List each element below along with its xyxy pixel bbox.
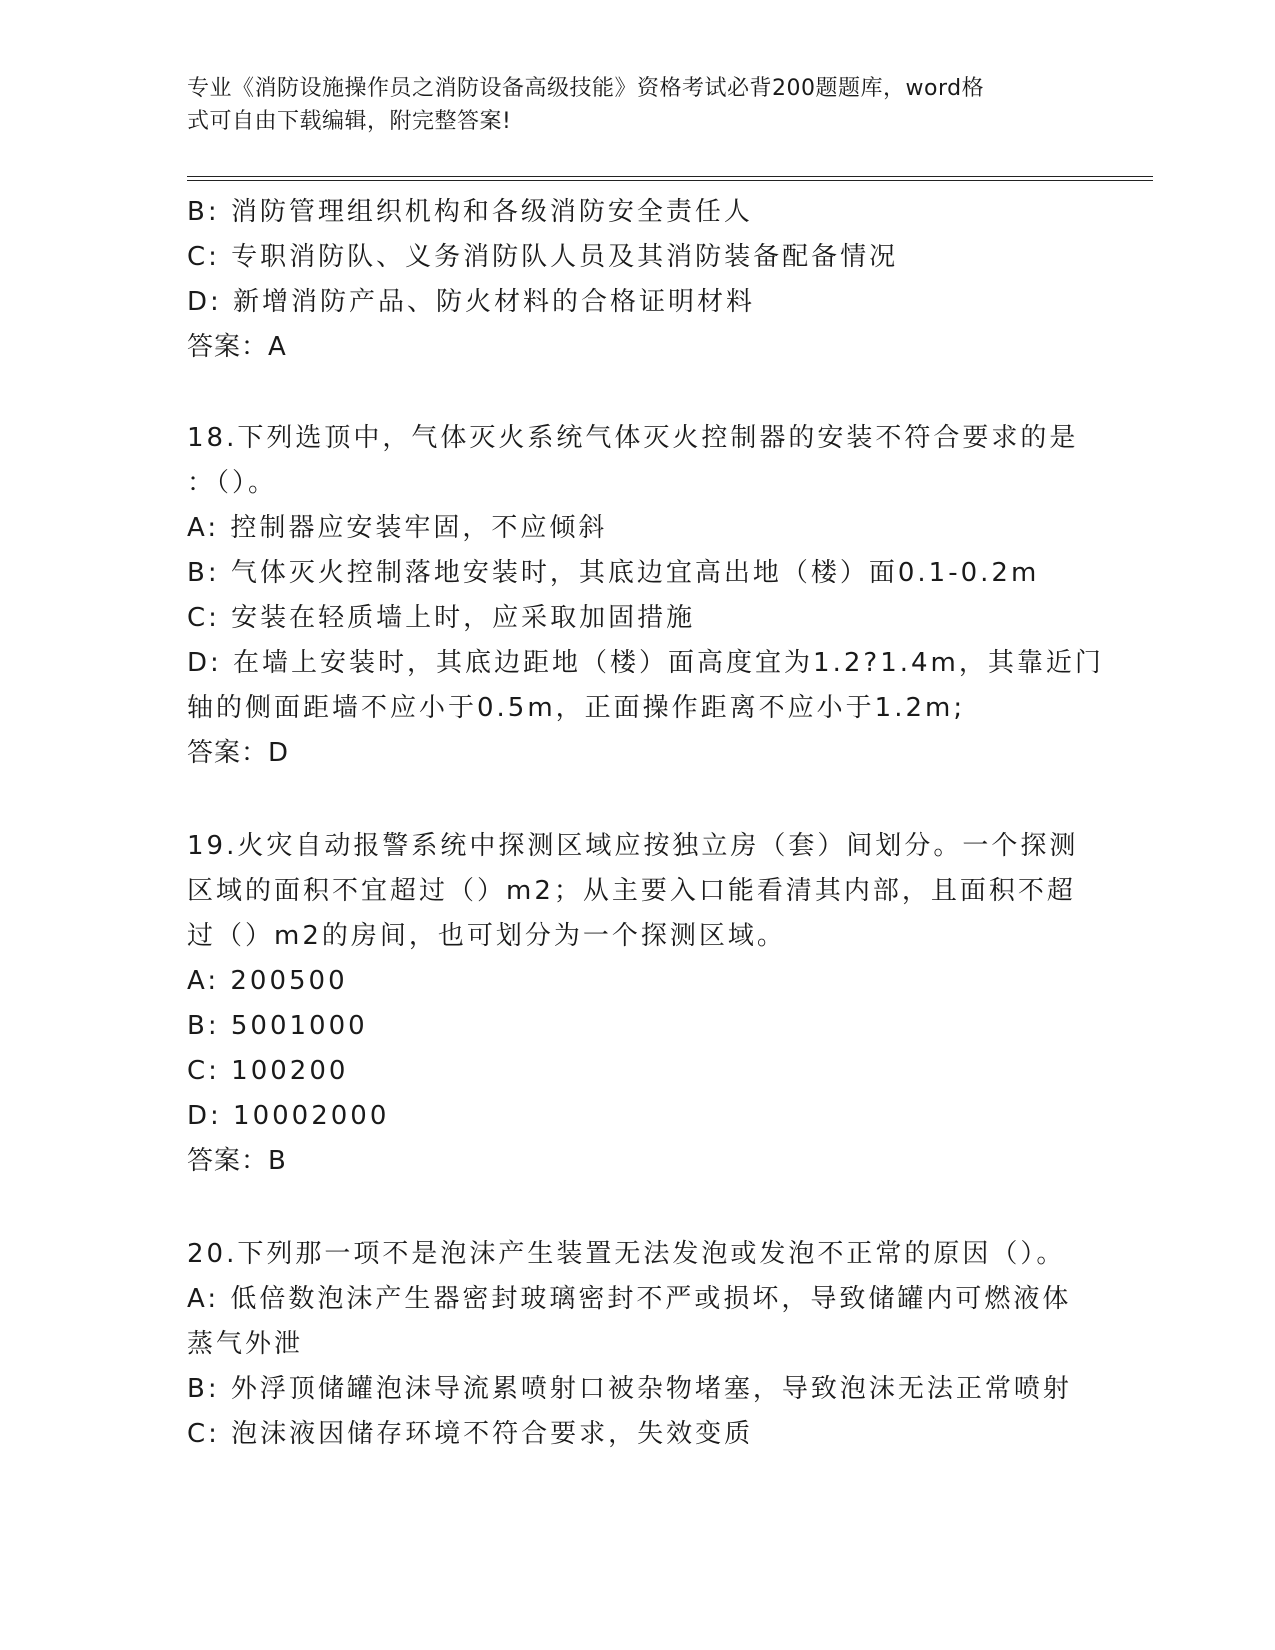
option-a: A: 200500 — [187, 966, 348, 996]
option-a-continued: 蒸气外泄 — [187, 1329, 304, 1359]
option-c: C: 专职消防队、义务消防队人员及其消防装备配备情况 — [187, 242, 899, 272]
header-title-line-2: 式可自由下载编辑，附完整答案! — [187, 109, 512, 134]
answer-line: 答案：D — [187, 738, 290, 768]
question-18 — [187, 416, 1104, 776]
option-c: C: 100200 — [187, 1056, 349, 1086]
option-b: B: 气体灭火控制落地安装时，其底边宜高出地（楼）面0.1-0.2m — [187, 558, 1040, 588]
option-b: B: 消防管理组织机构和各级消防安全责任人 — [187, 197, 753, 227]
page-header — [187, 72, 1087, 138]
option-d: D: 在墙上安装时，其底边距地（楼）面高度宜为1.2?1.4m，其靠近门 — [187, 648, 1104, 678]
answer-line: 答案：A — [187, 332, 287, 362]
question-stem: 18.下列选顶中，气体灭火系统气体灭火控制器的安装不符合要求的是 — [187, 423, 1079, 453]
option-a: A: 低倍数泡沫产生器密封玻璃密封不严或损坏，导致储罐内可燃液体 — [187, 1284, 1072, 1314]
previous-question-block — [187, 190, 1087, 370]
option-d: D: 新增消防产品、防火材料的合格证明材料 — [187, 287, 756, 317]
option-c: C: 泡沫液因储存环境不符合要求，失效变质 — [187, 1419, 754, 1449]
option-b: B: 外浮顶储罐泡沫导流累喷射口被杂物堵塞，导致泡沫无法正常喷射 — [187, 1374, 1072, 1404]
answer-line: 答案：B — [187, 1146, 287, 1176]
option-c: C: 安装在轻质墙上时，应采取加固措施 — [187, 603, 696, 633]
option-b: B: 5001000 — [187, 1011, 368, 1041]
option-d-continued: 轴的侧面距墙不应小于0.5m，正面操作距离不应小于1.2m; — [187, 693, 966, 723]
question-stem: 19.火灾自动报警系统中探测区域应按独立房（套）间划分。一个探测 — [187, 831, 1079, 861]
question-stem-continued: ：（）。 — [187, 468, 278, 498]
question-stem-continued: 区域的面积不宜超过（）m2；从主要入口能看清其内部，且面积不超 — [187, 876, 1076, 906]
question-stem: 20.下列那一项不是泡沫产生装置无法发泡或发泡不正常的原因（）。 — [187, 1239, 1066, 1269]
question-19 — [187, 824, 1087, 1184]
question-20 — [187, 1232, 1087, 1457]
option-a: A: 控制器应安装牢固，不应倾斜 — [187, 513, 608, 543]
question-stem-continued: 过（）m2的房间，也可划分为一个探测区域。 — [187, 921, 786, 951]
header-title-line-1: 专业《消防设施操作员之消防设备高级技能》资格考试必背200题题库，word格 — [187, 76, 985, 101]
option-d: D: 10002000 — [187, 1101, 390, 1131]
header-divider — [187, 176, 1153, 181]
